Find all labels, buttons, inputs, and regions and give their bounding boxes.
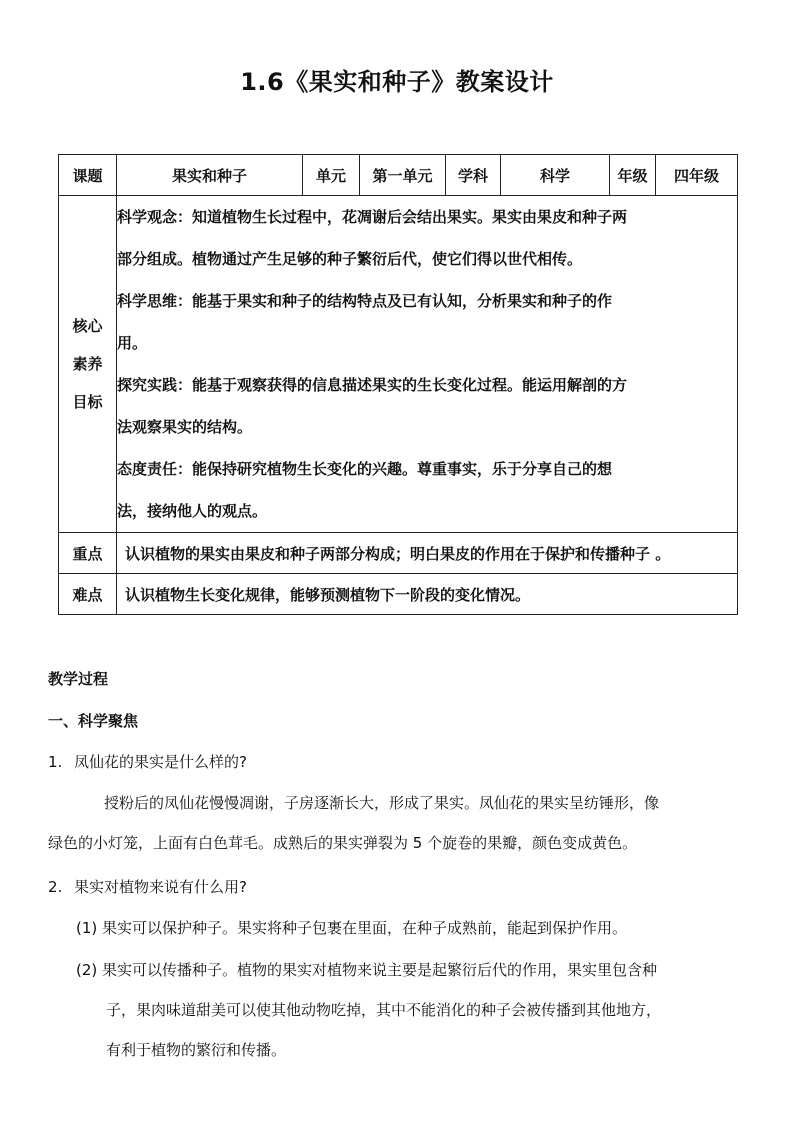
item-line: 有利于植物的繁衍和传播。 [106, 1041, 287, 1059]
answer-line: 绿色的小灯笼，上面有白色茸毛。成熟后的果实弹裂为 5 个旋卷的果瓣，颜色变成黄色。 [48, 834, 638, 852]
topic-value: 果实和种子 [117, 155, 303, 196]
core-goal-line: 探究实践：能基于观察获得的信息描述果实的生长变化过程。能运用解剖的方 [117, 376, 628, 394]
core-goals-label [59, 196, 117, 533]
grade-label: 年级 [610, 155, 656, 196]
subject-label: 学科 [446, 155, 501, 196]
core-goals-row [59, 196, 738, 533]
key-point-row [59, 533, 738, 574]
core-goal-line: 部分组成。植物通过产生足够的种子繁衍后代，使它们得以世代相传。 [117, 250, 583, 268]
core-goal-line: 态度责任：能保持研究植物生长变化的兴趣。尊重事实，乐于分享自己的想 [117, 460, 613, 478]
item-line: 子，果肉味道甜美可以使其他动物吃掉，其中不能消化的种子会被传播到其他地方， [106, 1001, 662, 1019]
core-goal-line: 科学观念：知道植物生长过程中，花凋谢后会结出果实。果实由果皮和种子两 [117, 208, 628, 226]
answer-2-item-1 [76, 908, 766, 948]
question-number: 1. [48, 753, 63, 771]
subject-value: 科学 [501, 155, 610, 196]
key-point-label: 重点 [59, 533, 117, 574]
section-heading: 一、科学聚焦 [48, 712, 139, 730]
core-label-line: 目标 [72, 393, 103, 411]
item-number: (1) [76, 919, 98, 937]
topic-label: 课题 [59, 155, 117, 196]
item-number: (2) [76, 961, 98, 979]
unit-value: 第一单元 [360, 155, 446, 196]
core-goal-line: 科学思维：能基于果实和种子的结构特点及已有认知，分析果实和种子的作 [117, 292, 613, 310]
question-text: 果实对植物来说有什么用? [74, 878, 247, 896]
difficulty-text: 认识植物生长变化规律，能够预测植物下一阶段的变化情况。 [117, 574, 738, 615]
item-line: 果实可以保护种子。果实将种子包裹在里面，在种子成熟前，能起到保护作用。 [102, 919, 628, 937]
core-goal-line: 用。 [117, 334, 148, 352]
document-title: 1.6《果实和种子》教案设计 [240, 68, 554, 96]
process-heading: 教学过程 [48, 670, 109, 688]
answer-2-item-2 [76, 950, 766, 1070]
question-2 [48, 876, 247, 897]
difficulty-row [59, 574, 738, 615]
key-point-text: 认识植物的果实由果皮和种子两部分构成；明白果皮的作用在于保护和传播种子 。 [117, 533, 738, 574]
question-text: 凤仙花的果实是什么样的? [74, 753, 247, 771]
lesson-info-table [58, 154, 738, 615]
question-1 [48, 751, 247, 772]
answer-line: 授粉后的凤仙花慢慢凋谢，子房逐渐长大，形成了果实。凤仙花的果实呈纺锤形，像 [104, 794, 660, 812]
core-goal-line: 法，接纳他人的观点。 [117, 502, 268, 520]
item-line: 果实可以传播种子。植物的果实对植物来说主要是起繁衍后代的作用，果实里包含种 [102, 961, 658, 979]
core-label-line: 核心 [72, 317, 103, 335]
core-goals-content [117, 196, 738, 533]
table-header-row [59, 155, 738, 196]
grade-value: 四年级 [656, 155, 738, 196]
difficulty-label: 难点 [59, 574, 117, 615]
core-label-line: 素养 [72, 355, 103, 373]
answer-1 [48, 783, 768, 863]
core-goal-line: 法观察果实的结构。 [117, 418, 253, 436]
unit-label: 单元 [303, 155, 360, 196]
question-number: 2. [48, 878, 63, 896]
